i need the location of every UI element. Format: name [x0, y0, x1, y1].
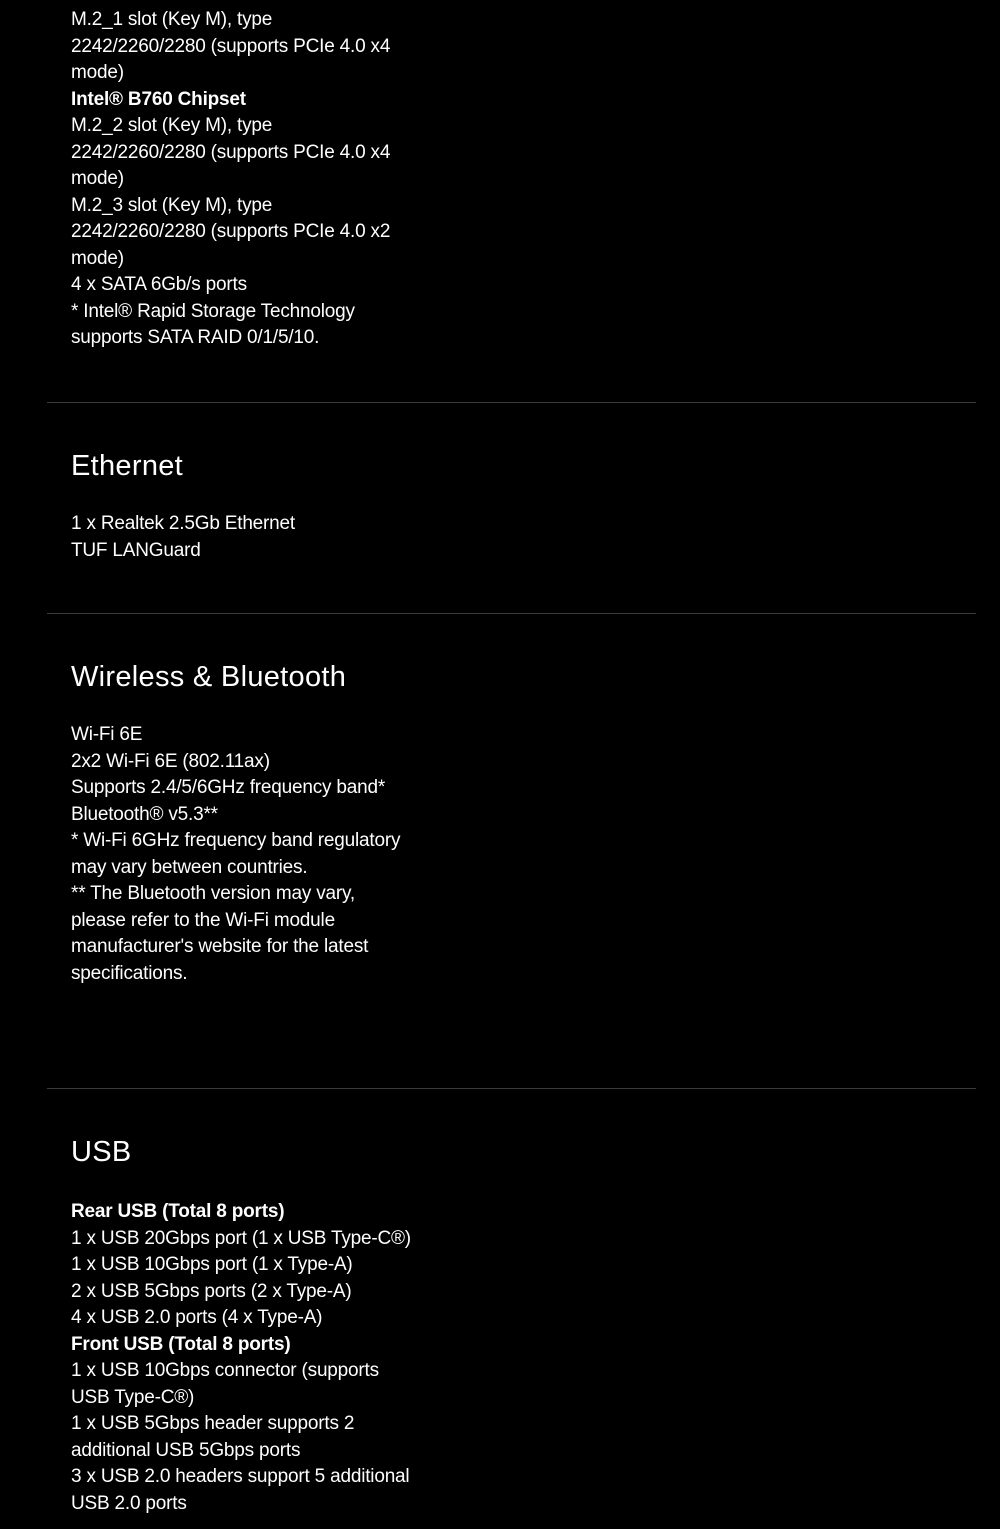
storage-line: 4 x SATA 6Gb/s ports [71, 274, 247, 295]
usb-front-heading: Front USB (Total 8 ports) [71, 1333, 291, 1355]
usb-line: 2 x USB 5Gbps ports (2 x Type-A) [71, 1280, 352, 1302]
usb-line: 1 x USB 10Gbps port (1 x Type-A) [71, 1254, 353, 1275]
usb-line: 1 x USB 10Gbps connector (supports USB Type-C®) [71, 1360, 379, 1408]
ethernet-line: TUF LANGuard [71, 539, 201, 561]
wireless-line: ** The Bluetooth version may vary, please refer to the Wi-Fi module manufacturer's website for the latest specifications. [71, 883, 369, 984]
storage-line: M.2_3 slot (Key M), type 2242/2260/2280 (supports PCIe 4.0 x2 mode) [71, 194, 391, 269]
wireless-title: Wireless & Bluetooth [71, 661, 347, 693]
section-divider [47, 402, 976, 403]
usb-line: 1 x USB 20Gbps port (1 x USB Type-C®) [71, 1227, 411, 1249]
usb-line: 1 x USB 5Gbps header supports 2 additional USB 5Gbps ports [71, 1413, 355, 1461]
usb-line: 4 x USB 2.0 ports (4 x Type-A) [71, 1307, 323, 1328]
ethernet-title: Ethernet [71, 450, 184, 482]
ethernet-line: 1 x Realtek 2.5Gb Ethernet [71, 513, 295, 534]
storage-line: * Intel® Rapid Storage Technology supports SATA RAID 0/1/5/10. [71, 300, 355, 348]
storage-line: M.2_2 slot (Key M), type 2242/2260/2280 (supports PCIe 4.0 x4 mode) [71, 115, 391, 189]
usb-line: 3 x USB 2.0 headers support 5 additional USB 2.0 ports [71, 1466, 410, 1514]
wireless-body [71, 722, 411, 987]
usb-rear-heading: Rear USB (Total 8 ports) [71, 1201, 285, 1222]
wireless-line: Supports 2.4/5/6GHz frequency band* [71, 777, 386, 798]
wireless-line: 2x2 Wi-Fi 6E (802.11ax) [71, 750, 270, 772]
usb-title: USB [71, 1136, 132, 1168]
usb-body [71, 1199, 411, 1517]
wireless-line: Bluetooth® v5.3** [71, 803, 218, 825]
ethernet-body [71, 511, 411, 564]
section-divider [47, 613, 976, 614]
wireless-line: * Wi-Fi 6GHz frequency band regulatory may vary between countries. [71, 830, 401, 878]
section-divider [47, 1088, 976, 1089]
wireless-line: Wi-Fi 6E [71, 724, 143, 745]
storage-line: M.2_1 slot (Key M), type 2242/2260/2280 (supports PCIe 4.0 x4 mode) [71, 9, 391, 83]
storage-body [71, 7, 411, 352]
storage-line-chipset-heading: Intel® B760 Chipset [71, 88, 246, 110]
